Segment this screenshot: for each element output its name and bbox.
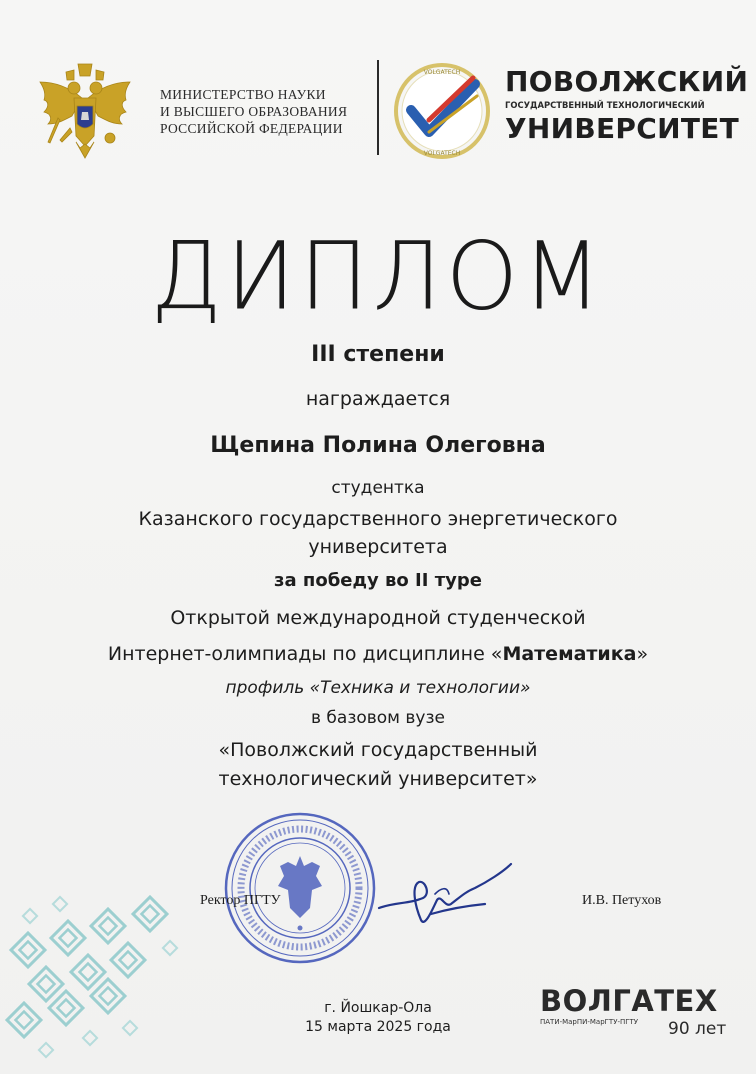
ministry-line-2: И ВЫСШЕГО ОБРАЗОВАНИЯ [160,104,348,119]
rector-label: Ректор ПГТУ [200,893,281,908]
issue-date: 15 марта 2025 года [305,1019,451,1035]
discipline-name: Математика [502,643,637,665]
olympiad-line-2-suffix: » [636,643,649,665]
rector-signature-icon [375,858,515,938]
olympiad-line-2 [20,643,736,665]
awarded-text: награждается [305,388,451,410]
university-name-bottom: УНИВЕРСИТЕТ [505,112,740,145]
olympiad-line-2-prefix: Интернет-олимпиады по дисциплине « [107,643,503,665]
anniversary-text: 90 лет [668,1019,727,1039]
volgatech-history: ПАТИ-МарПИ-МарГТУ-ПГТУ [540,1018,639,1026]
logo-ring-text-bottom: VOLGATECH [423,150,461,157]
base-university-line-1: «Поволжский государственный [218,739,538,761]
signer-name: И.В. Петухов [582,893,662,908]
header-divider [377,60,379,155]
ministry-line-1: МИНИСТЕРСТВО НАУКИ [160,87,326,102]
logo-ring-text-top: VOLGATECH [423,69,461,76]
coat-of-arms-icon [34,58,136,166]
recipient-name: Щепина Полина Олеговна [210,433,546,458]
base-intro: в базовом вузе [311,708,445,728]
diploma-degree: III степени [311,342,445,367]
olympiad-line-1: Открытой международной студенческой [170,607,586,629]
profile-text: профиль «Техника и технологии» [225,678,531,698]
university-name [505,65,749,145]
decorative-ornament-icon [0,880,200,1074]
institution-line-2: университета [308,536,448,558]
issue-city: г. Йошкар-Ола [324,1000,432,1016]
institution-line-1: Казанского государственного энергетического [138,508,618,530]
diploma-title: ДИПЛОМ [150,221,606,332]
official-stamp-icon [222,810,378,966]
volgatech-brand [540,984,740,1039]
university-logo-icon [393,62,491,160]
volgatech-logo-text: ВОЛГАТЕХ [540,984,718,1018]
ministry-name [160,86,370,137]
recipient-role: студентка [331,478,425,498]
base-university-line-2: технологический университет» [218,768,538,790]
university-name-top: ПОВОЛЖСКИЙ [505,65,749,98]
university-name-sub: ГОСУДАРСТВЕННЫЙ ТЕХНОЛОГИЧЕСКИЙ [505,100,705,110]
ministry-line-3: РОССИЙСКОЙ ФЕДЕРАЦИИ [160,121,343,136]
achievement-text: за победу во II туре [274,570,482,591]
